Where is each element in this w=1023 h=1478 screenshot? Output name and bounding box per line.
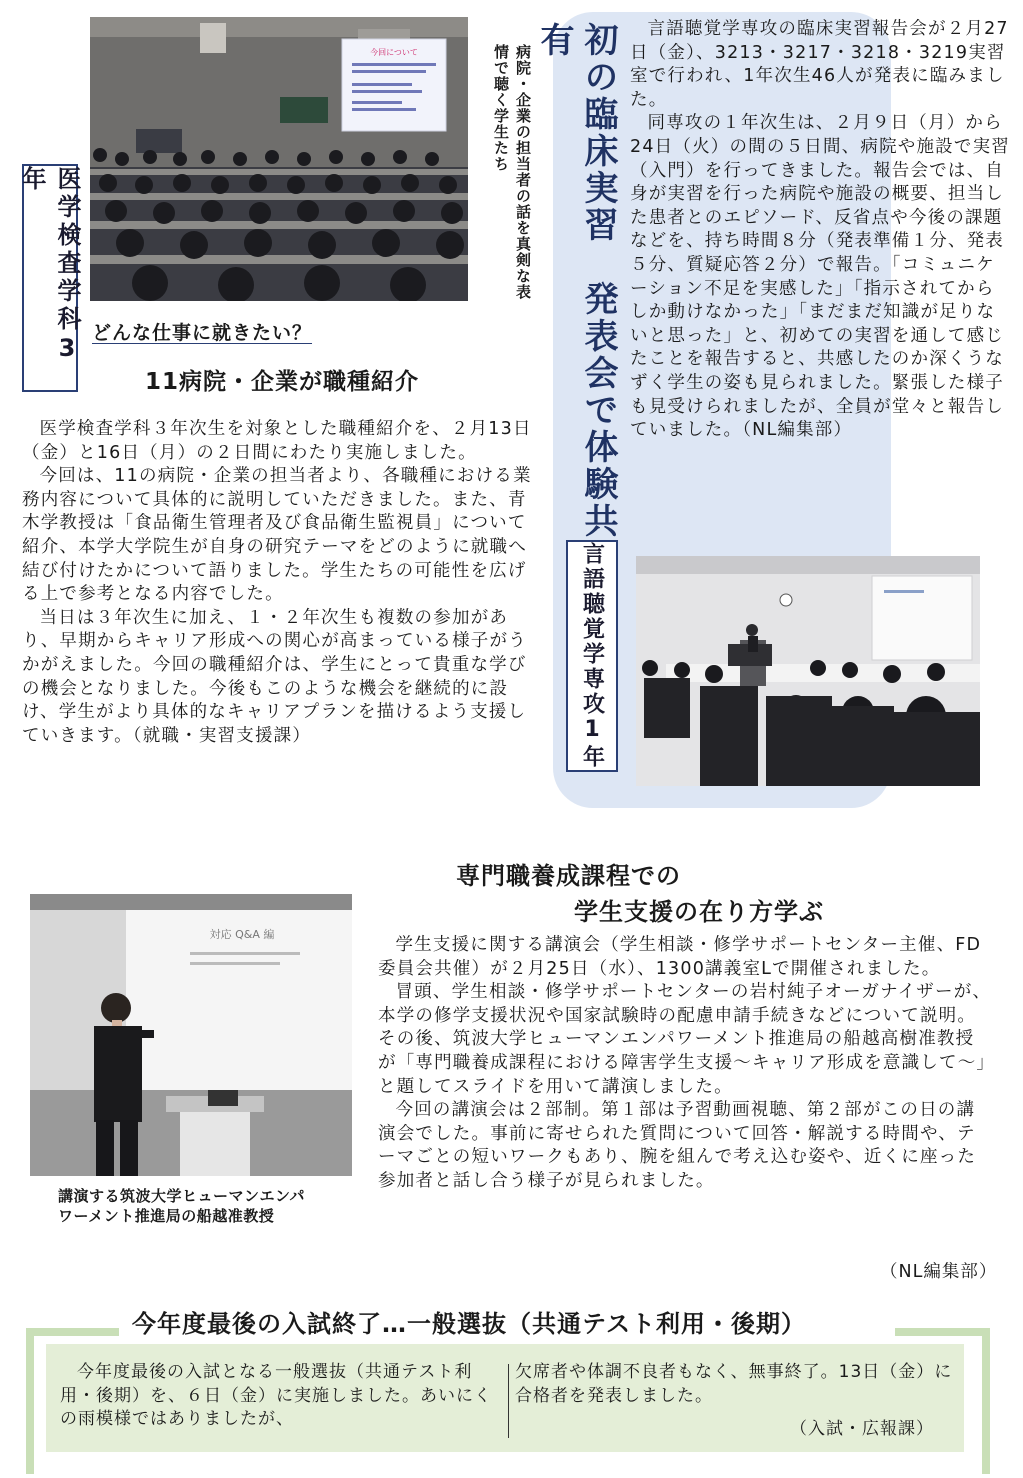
exam-column-divider (508, 1364, 509, 1438)
support-paragraph: 冒頭、学生相談・修学サポートセンターの岩村純子オーガナイザーが、本学の修学支援状況や国家試験時の配慮申請手続きなどについて説明。その後、筑波大学ヒューマンエンパワーメント推進局の船越高樹准教授が「専門職養成課程における障害学生支援～キャリア形成を意識して～」と題してスライドを用いて講演しました。 (378, 982, 992, 1097)
speaker-photo (30, 894, 352, 1176)
slide-title: 対応 Q&A 編 (209, 928, 275, 941)
speech-heading: 初の臨床実習 発表会で体験共有 (534, 22, 618, 540)
support-signature: （NL編集部） (880, 1262, 998, 1282)
support-paragraph: 学生支援に関する講演会（学生相談・修学サポートセンター主催、FD委員会共催）が２月25日（水）、1300講義室Lで開催されました。 (378, 935, 982, 979)
exam-signature: （入試・広報課） (790, 1419, 934, 1439)
support-paragraph: 今回の講演会は２部制。第１部は予習動画視聴、第２部がこの日の講演会でした。事前に寄せられた質問について回答・解説する時間や、テーマごとの短いワークもあり、腕を組んで考え込む姿や、近くに座った参加者と話し合う様子が見られました。 (378, 1100, 977, 1191)
department-tag-speech (566, 540, 618, 772)
speech-paragraph: 言語聴覚学専攻の臨床実習報告会が２月27日（金）、3213・3217・3218・3219実習室で行われ、1年次生46人が発表に臨みました。 (630, 19, 1009, 110)
medical-subheading: どんな仕事に就きたい？ (92, 322, 313, 344)
medical-paragraph: 今回は、11の病院・企業の担当者より、各職種における業務内容について具体的に説明していただきました。また、青木学教授は「食品衛生管理者及び食品衛生監視員」について紹介、本学大学院生が自身の研究テーマをどのように就職へ結び付けたかについて語りました。学生たちの可能性を広げる上で参考となる内容でした。 (22, 466, 532, 605)
lecture-hall-photo (90, 17, 468, 301)
medical-article-body (22, 418, 537, 748)
exam-frame-left (26, 1328, 34, 1474)
medical-heading: 11病院・企業が職種紹介 (145, 369, 420, 395)
support-article-body (378, 934, 992, 1194)
exam-frame-top-left (26, 1328, 119, 1336)
support-heading-line1: 専門職養成課程での (456, 862, 681, 890)
exam-paragraph-column2: 欠席者や体調不良者もなく、無事終了。13日（金）に合格者を発表しました。 (515, 1362, 953, 1406)
support-heading-line2: 学生支援の在り方学ぶ (574, 898, 824, 926)
practicum-report-photo (636, 556, 980, 786)
exam-heading: 今年度最後の入試終了…一般選抜（共通テスト利用・後期） (132, 1310, 807, 1338)
department-tag-medical (18, 164, 81, 392)
speech-paragraph: 同専攻の１年次生は、２月９日（月）から24日（火）の間の５日間、病院や施設で実習（入門）を行ってきました。報告会では、自身が実習を行った病院や施設の概要、担当した患者とのエピソード、反省点や今後の課題などを、持ち時間８分（発表準備１分、発表５分、質疑応答２分）で報告。「コミュニケーション不足を実感した」「指示されてからしか動けなかった」「まだまだ知識が足りないと思った」と、初めての実習を通して感じたことを報告すると、共感したのか深くうなずく学生の姿も見られました。緊張した様子も見受けられましたが、全員が堂々と報告していました。（NL編集部） (630, 113, 1010, 441)
slide-title: 今回について (370, 48, 418, 57)
speech-article-body (630, 18, 1010, 443)
medical-paragraph: 医学検査学科３年次生を対象とした職種紹介を、２月13日（金）と16日（月）の２日間にわたり実施しました。 (22, 419, 532, 463)
exam-paragraph-column1: 今年度最後の入試となる一般選抜（共通テスト利用・後期）を、６日（金）に実施しました。あいにくの雨模様ではありましたが、 (60, 1362, 492, 1430)
medical-paragraph: 当日は３年次生に加え、１・２年次生も複数の参加があり、早期からキャリア形成への関心が高まっている様子がうかがえました。今回の職種紹介は、学生にとって貴重な学びの機会となりました。今後もこのような機会を継続的に設け、学生がより具体的なキャリアプランを描けるよう支援していきます。（就職・実習支援課） (22, 607, 527, 746)
department-tag-label: 医学検査学科3年 (18, 166, 81, 366)
exam-frame-right (982, 1328, 990, 1474)
exam-frame-top-right (895, 1328, 990, 1336)
speaker-photo-caption: 講演する筑波大学ヒューマンエンパワーメント推進局の船越准教授 (58, 1187, 305, 1225)
lecture-photo-caption: 病院・企業の担当者の話を真剣な表情で聴く学生たち (492, 44, 532, 300)
department-tag-label: 言語聴覚学専攻1年 (579, 542, 605, 770)
